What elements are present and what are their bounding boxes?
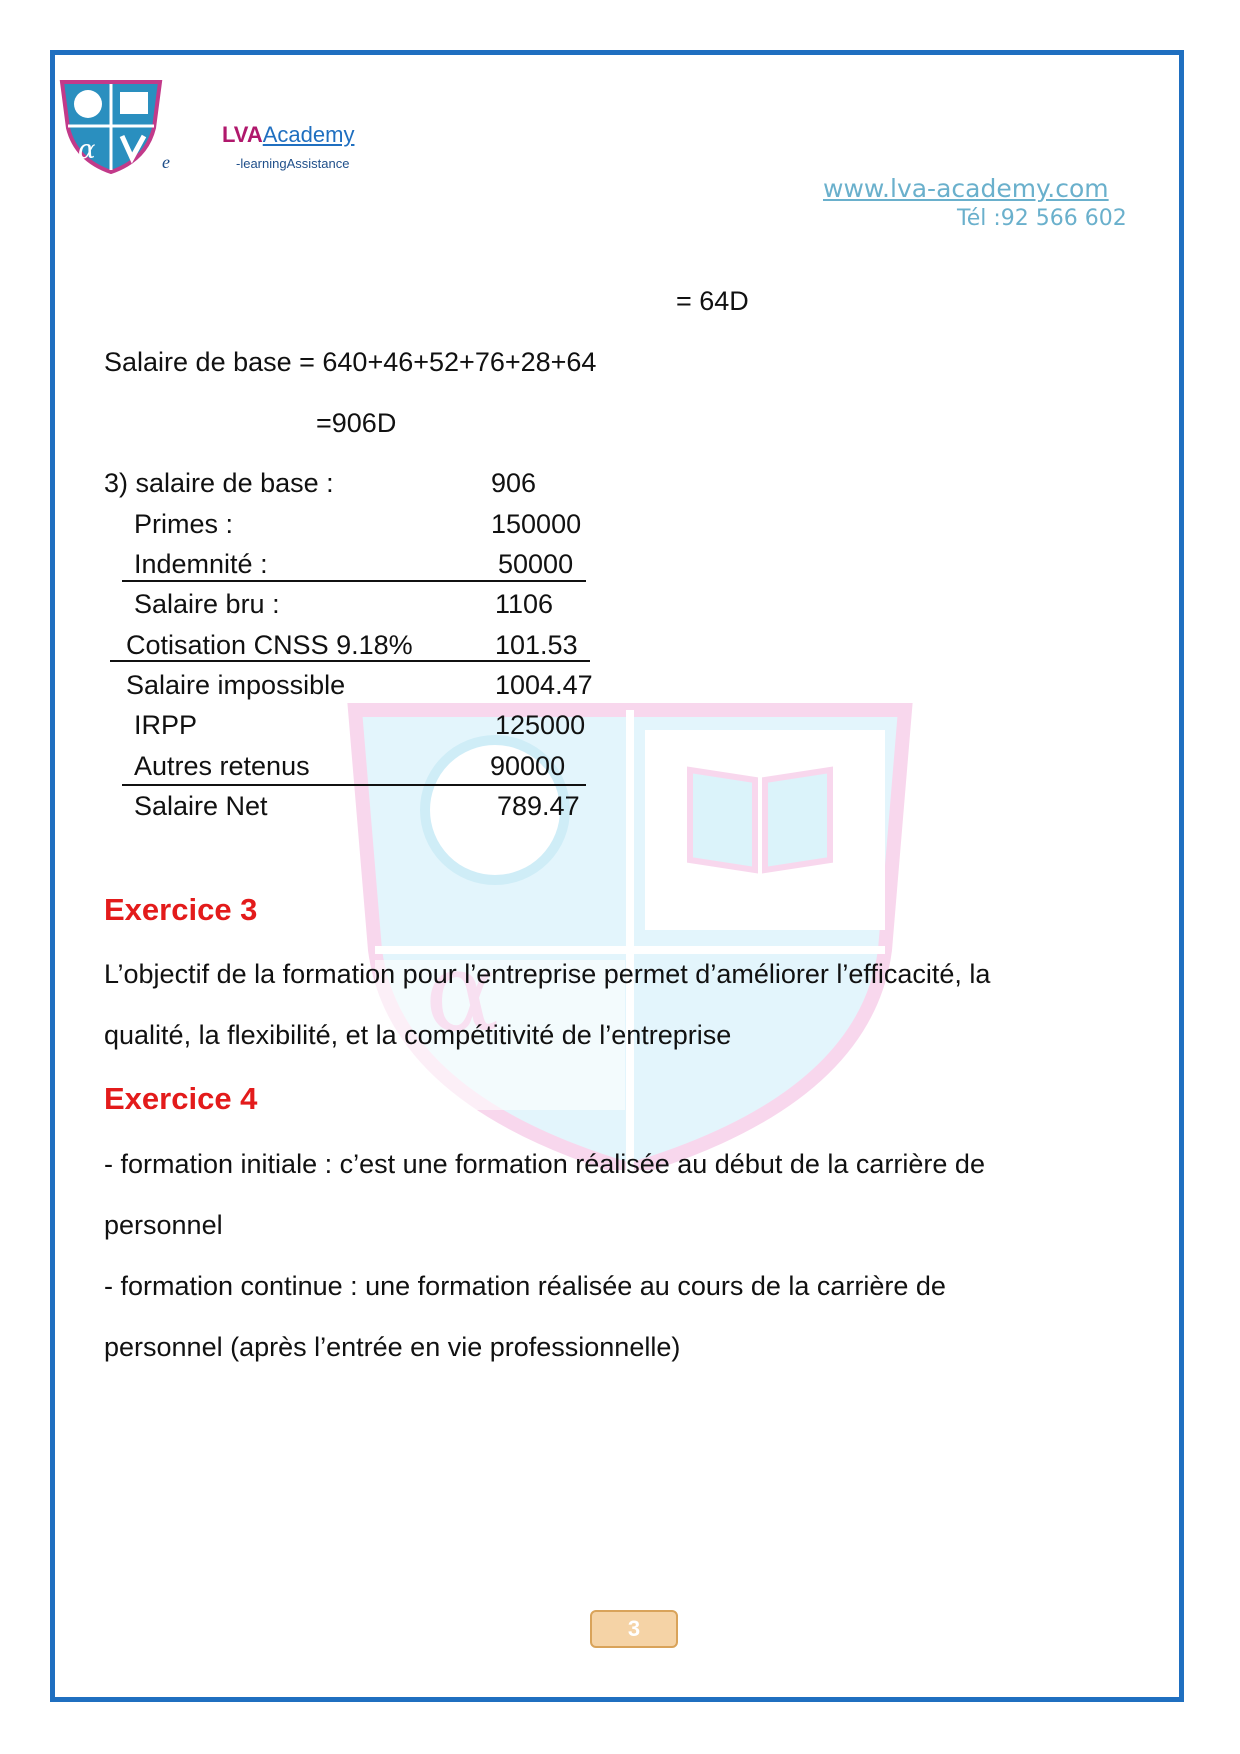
exercice-3-text-2: qualité, la flexibilité, et la compétitivité de l’entreprise xyxy=(104,1020,732,1050)
page-number: 3 xyxy=(590,1610,678,1648)
calc-line-2: Salaire de base = 640+46+52+76+28+64 xyxy=(104,347,597,377)
exercice-4-text-1: - formation initiale : c’est une formation réalisée au début de la carrière de xyxy=(104,1149,985,1179)
svg-text:α: α xyxy=(78,135,96,165)
salary-value-brut: 1106 xyxy=(495,589,554,619)
calc-line-1: = 64D xyxy=(676,286,749,316)
brand-lva: LVA xyxy=(222,122,263,147)
table-rule-2 xyxy=(110,660,590,662)
exercice-4-title: Exercice 4 xyxy=(104,1081,258,1116)
salary-label-brut: Salaire bru : xyxy=(134,589,280,619)
salary-label-retenus: Autres retenus xyxy=(134,751,310,781)
salary-label-primes: Primes : xyxy=(134,509,234,539)
brand-tagline: -learningAssistance xyxy=(236,156,350,171)
salary-label-net: Salaire Net xyxy=(134,791,268,821)
salary-value-cnss: 101.53 xyxy=(495,630,578,660)
calc-line-3: =906D xyxy=(316,408,397,438)
exercice-4-text-2: personnel xyxy=(104,1210,223,1240)
salary-value-imposable: 1004.47 xyxy=(495,670,593,700)
salary-value-base: 906 xyxy=(491,468,537,498)
salary-label-indemnite: Indemnité : xyxy=(134,549,268,579)
exercice-4-text-4: personnel (après l’entrée en vie professionnelle) xyxy=(104,1332,681,1362)
exercice-3-title: Exercice 3 xyxy=(104,892,258,927)
website-link[interactable]: www.lva-academy.com xyxy=(823,174,1109,203)
salary-label-irpp: IRPP xyxy=(134,710,198,740)
salary-value-irpp: 125000 xyxy=(495,710,586,740)
salary-value-net: 789.47 xyxy=(497,791,580,821)
table-rule-1 xyxy=(122,580,586,582)
phone-number: Tél :92 566 602 xyxy=(957,206,1127,231)
salary-label-cnss: Cotisation CNSS 9.18% xyxy=(126,630,413,660)
salary-value-retenus: 90000 xyxy=(490,751,566,781)
salary-value-indemnite: 50000 xyxy=(498,549,574,579)
watermark-shield-logo xyxy=(345,700,915,1170)
salary-label-imposable: Salaire impossible xyxy=(126,670,346,700)
salary-value-primes: 150000 xyxy=(491,509,582,539)
logo-e-letter: e xyxy=(162,152,170,172)
table-rule-3 xyxy=(122,784,586,786)
svg-text:α: α xyxy=(425,928,500,1056)
exercice-4-text-3: - formation continue : une formation réalisée au cours de la carrière de xyxy=(104,1271,946,1301)
salary-label-base: 3) salaire de base : xyxy=(104,468,334,498)
exercice-3-text-1: L’objectif de la formation pour l’entreprise permet d’améliorer l’efficacité, la xyxy=(104,959,991,989)
lva-academy-logo xyxy=(58,78,164,174)
brand-academy: Academy xyxy=(262,122,355,147)
brand-name xyxy=(222,122,354,148)
